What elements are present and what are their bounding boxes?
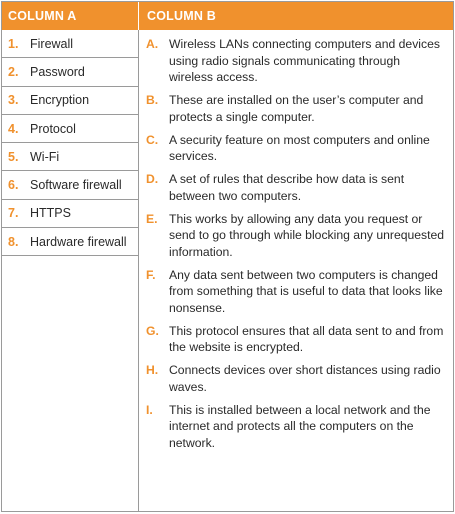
column-a — [2, 30, 139, 511]
definition-letter: A. — [146, 37, 159, 51]
definition-letter: F. — [146, 267, 156, 282]
term-label: HTTPS — [30, 206, 71, 221]
term-row — [2, 30, 138, 58]
definition-item — [145, 132, 447, 165]
definition-text: These are installed on the user’s computer and protects a single computer. — [169, 93, 424, 124]
term-number: 4. — [8, 121, 19, 136]
definition-letter: B. — [146, 93, 159, 108]
term-row — [2, 143, 138, 171]
matching-table — [1, 1, 454, 512]
definition-item — [145, 92, 447, 125]
definition-letter: C. — [146, 132, 159, 147]
definition-text: A set of rules that describe how data is sent between two computers. — [169, 172, 405, 203]
term-number: 6. — [8, 178, 19, 193]
term-number: 5. — [8, 149, 19, 164]
term-label: Hardware firewall — [30, 234, 127, 249]
column-b — [139, 30, 453, 511]
term-row — [2, 87, 138, 115]
definition-text: This is installed between a local network and the internet and protects all the computers on the network. — [169, 402, 431, 450]
definition-item — [145, 171, 447, 204]
column-b-heading: COLUMN B — [147, 9, 216, 23]
term-row — [2, 200, 138, 228]
term-row — [2, 228, 138, 256]
term-row — [2, 171, 138, 199]
definition-item — [145, 402, 447, 452]
term-label: Firewall — [30, 36, 74, 51]
term-number: 1. — [8, 36, 19, 51]
definition-text: Wireless LANs connecting computers and devices using radio signals communicating through wireless access. — [169, 37, 440, 85]
definition-letter: E. — [146, 211, 158, 226]
definition-item — [145, 267, 447, 317]
definition-text: A security feature on most computers and online services. — [169, 132, 430, 164]
definition-text: Any data sent between two computers is changed from something that is useful to data that looks like nonsense. — [169, 267, 443, 315]
term-label: Software firewall — [30, 178, 122, 193]
definition-text: This protocol ensures that all data sent to and from the website is encrypted. — [169, 323, 444, 355]
term-label: Protocol — [30, 121, 76, 136]
definition-letter: I. — [146, 402, 153, 417]
table-header — [2, 2, 453, 30]
definition-item — [145, 362, 447, 395]
term-number: 8. — [8, 234, 19, 249]
term-row — [2, 58, 138, 86]
term-label: Password — [30, 64, 85, 79]
definition-letter: D. — [146, 172, 159, 187]
definition-letter: G. — [146, 323, 159, 338]
definition-item — [145, 36, 447, 86]
definition-text: This works by allowing any data you request or send to go through while blocking any unrequested information. — [169, 211, 445, 259]
definition-item — [145, 211, 447, 261]
term-label: Wi-Fi — [30, 149, 60, 164]
term-number: 7. — [8, 206, 19, 221]
definition-item — [145, 323, 447, 356]
definition-text: Connects devices over short distances using radio waves. — [169, 363, 441, 394]
table-body — [2, 30, 453, 511]
term-row — [2, 115, 138, 143]
term-label: Encryption — [30, 93, 90, 108]
term-number: 3. — [8, 93, 19, 108]
term-number: 2. — [8, 64, 19, 79]
column-a-heading: COLUMN A — [2, 2, 139, 30]
definition-letter: H. — [146, 363, 159, 378]
